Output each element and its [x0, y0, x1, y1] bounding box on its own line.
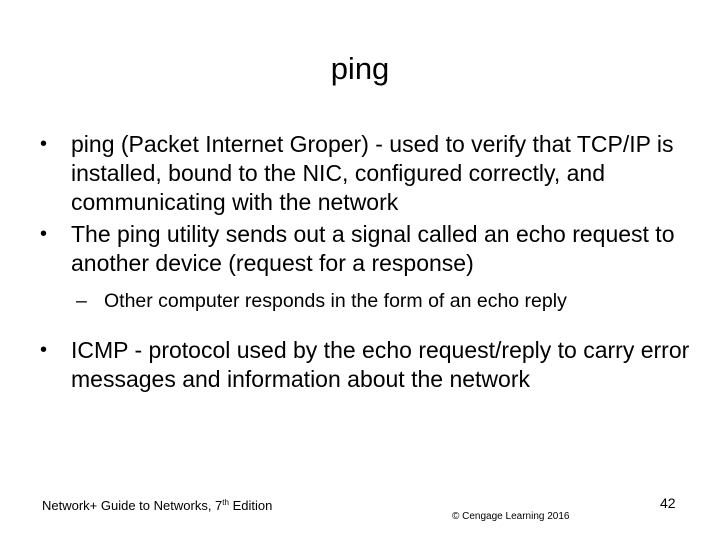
bullet-marker: • — [40, 133, 48, 155]
bullet-item — [40, 336, 700, 394]
bullet-marker: • — [40, 223, 48, 245]
sub-bullet-item — [40, 288, 700, 314]
bullet-text: The ping utility sends out a signal called an echo request to another device (request for a response) — [71, 221, 675, 276]
edition-superscript: th — [222, 498, 229, 507]
book-title-prefix: Network+ Guide to Networks, 7 — [42, 498, 223, 513]
bullet-marker: • — [40, 339, 48, 361]
bullet-text: ICMP - protocol used by the echo request/reply to carry error messages and information about the network — [71, 337, 690, 392]
bullet-item — [40, 130, 700, 217]
book-title-suffix: Edition — [228, 498, 273, 513]
sub-bullet-marker: – — [76, 290, 87, 312]
page-number: 42 — [660, 495, 676, 511]
bullet-item — [40, 220, 700, 278]
bullet-list — [40, 130, 700, 397]
slide-title: ping — [330, 51, 390, 86]
footer-book-title — [42, 495, 272, 514]
bullet-text: ping (Packet Internet Groper) - used to verify that TCP/IP is installed, bound to the NIC, configured correctly, and communicating with the network — [71, 131, 674, 215]
sub-bullet-text: Other computer responds in the form of an echo reply — [104, 290, 567, 312]
copyright-notice: © Cengage Learning 2016 — [452, 511, 570, 522]
